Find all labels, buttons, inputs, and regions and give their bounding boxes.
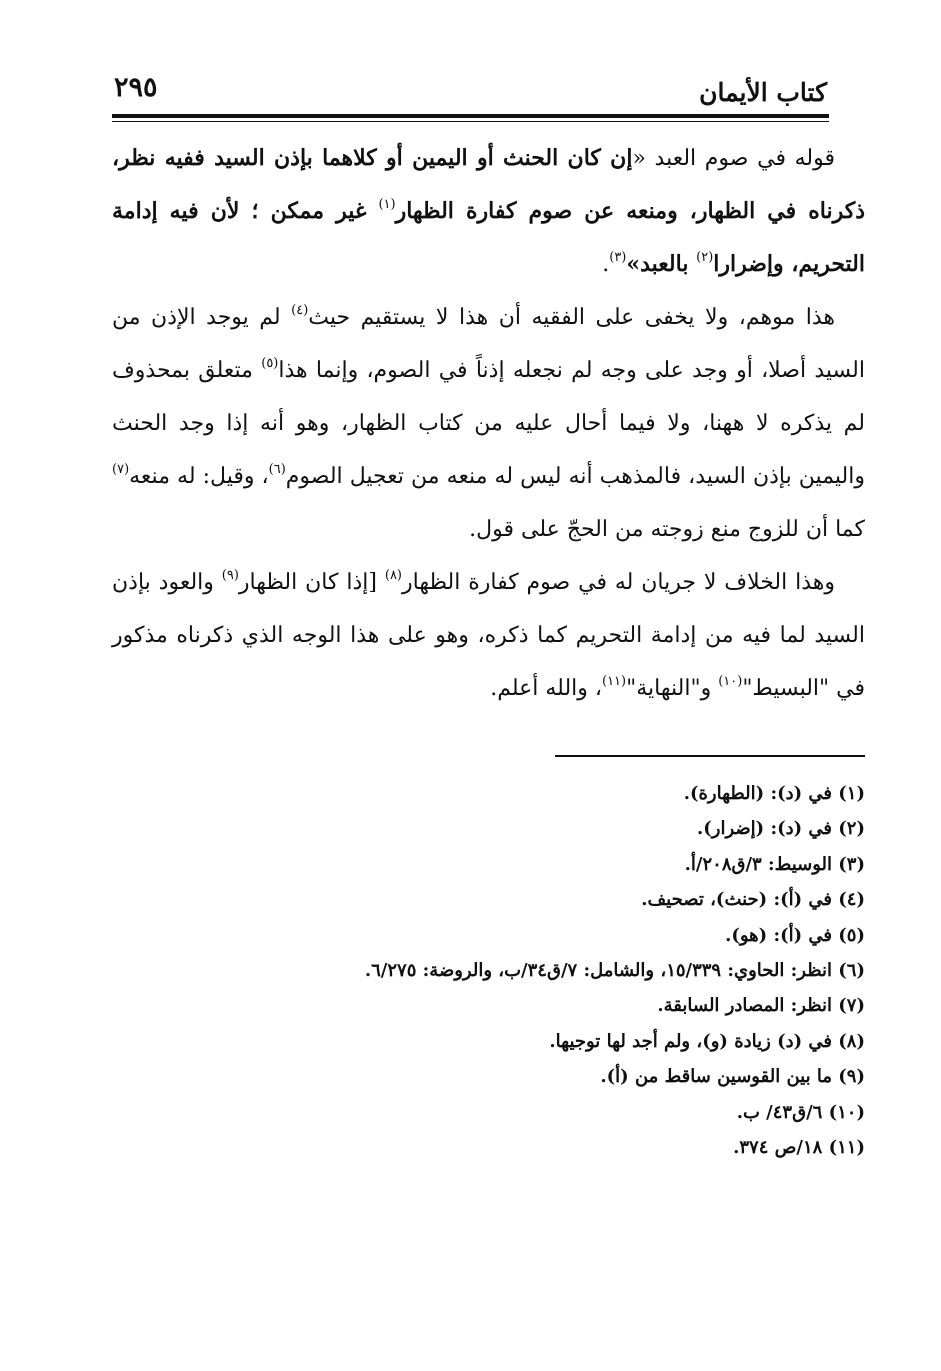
footnote-ref: (١١): [601, 674, 627, 689]
footnote-ref: (٩): [221, 568, 239, 583]
footnote: (١٠) ٦/ق٤٣/ ب.: [736, 1101, 865, 1123]
footnote-ref: (٤): [291, 303, 309, 318]
paragraph: [112, 291, 865, 556]
paragraph: [112, 556, 865, 715]
text-run: قوله في صوم العبد «: [632, 146, 835, 171]
header-rule: [112, 114, 829, 118]
text-run: وهذا الخلاف لا جريان له في صوم كفارة الظهار: [402, 570, 836, 595]
paragraph: [112, 132, 865, 291]
text-run: هذا موهم، ولا يخفى على الفقيه أن هذا لا يستقيم حيث: [308, 305, 835, 330]
footnote: (٨) في (د) زيادة (و)، ولم أجد لها توجيها.: [549, 1030, 865, 1052]
quoted-text: غير ممكن ؛ لأن فيه إدامة التحريم، وإضرارا: [112, 198, 865, 277]
footnote: (٣) الوسيط: ٣/ق٢٠٨/أ.: [684, 853, 865, 875]
footnote-ref: (٣): [609, 250, 627, 265]
text-run: ، وقيل: له منعه: [129, 464, 269, 489]
footnote-separator: [555, 755, 865, 757]
footnote-ref: (٧): [112, 462, 130, 477]
footnote-ref: (٦): [268, 462, 286, 477]
footnotes: [112, 776, 865, 1165]
footnote: (١) في (د): (الطهارة).: [683, 783, 865, 804]
header-rule-thin: [112, 121, 829, 122]
footnote-ref: (٥): [261, 356, 279, 371]
footnote: (٦) انظر: الحاوي: ١٥/٣٣٩، والشامل: ٧/ق٣٤/ب، والروضة: ٦/٢٧٥.: [364, 960, 865, 982]
footnote: (١١) ١٨/ص ٣٧٤.: [733, 1137, 865, 1159]
running-title: كتاب الأيمان: [699, 78, 827, 107]
text-run: والعود بإذن السيد لما فيه من إدامة التحريم كما ذكره، وهو على هذا الوجه الذي ذكرناه مذكور في "البسيط": [112, 570, 865, 701]
footnote: (٢) في (د): (إضرار).: [696, 818, 865, 840]
footnote-ref: (٨): [384, 568, 402, 583]
text-run: ، والله أعلم.: [490, 676, 602, 701]
footnote: (٧) انظر: المصادر السابقة.: [657, 995, 865, 1017]
text-run: كما أن للزوج منع زوجته من الحجّ على قول.: [469, 517, 865, 542]
quoted-text: بالعبد»: [626, 251, 697, 277]
text-run: لم يوجد الإذن من السيد أصلا، أو وجد على وجه لم نجعله إذناً في الصوم، وإنما هذا: [112, 305, 865, 383]
footnote: (٤) في (أ): (حنث)، تصحيف.: [641, 889, 865, 911]
main-text: [112, 132, 865, 715]
footnote: (٥) في (أ): (هو).: [725, 924, 865, 946]
footnote-ref: (١٠): [718, 674, 743, 689]
page-number: ٢٩٥: [114, 72, 158, 103]
text-run: [إذا كان الظهار: [238, 570, 385, 595]
text-run: متعلق بمحذوف لم يذكره لا ههنا، ولا فيما أحال عليه من كتاب الظهار، وهو أنه إذا وجد الحنث واليمين بإذن السيد، فالمذهب أنه ليس له منعه من تعجيل الصوم: [112, 358, 865, 489]
footnote-ref: (١): [378, 197, 396, 212]
page-header: [112, 70, 829, 116]
footnote-ref: (٢): [696, 250, 714, 265]
quoted-text: إن كان الحنث أو اليمين أو كلاهما بإذن السيد ففيه نظر، ذكرناه في الظهار، ومنعه عن صوم كفارة الظهار: [112, 145, 865, 224]
footnote: (٩) ما بين القوسين ساقط من (أ).: [600, 1066, 865, 1088]
text-run: و"النهاية": [626, 676, 719, 701]
text-run: .: [602, 252, 610, 277]
